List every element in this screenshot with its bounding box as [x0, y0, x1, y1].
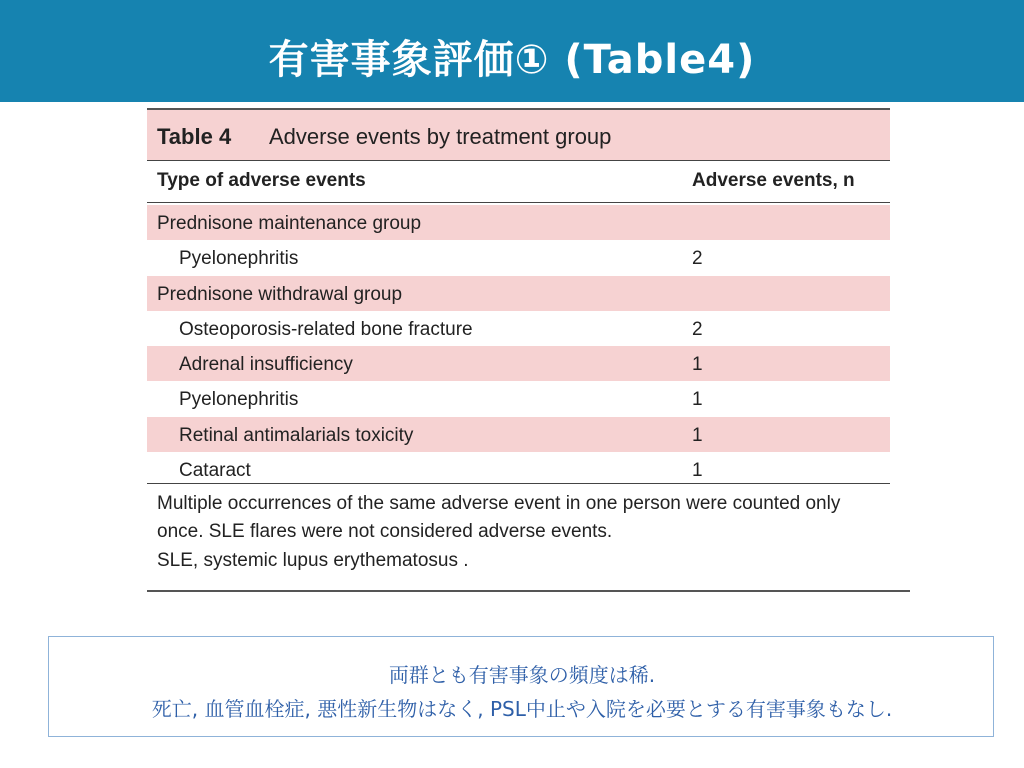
caption-divider [147, 160, 890, 161]
row-value: 1 [692, 425, 703, 446]
footnote-line-1: Multiple occurrences of the same adverse event in one person were counted only [157, 493, 841, 514]
table-caption-label: Table 4 [157, 124, 232, 149]
row-name: Adrenal insufficiency [179, 354, 353, 375]
row-name: Retinal antimalarials toxicity [179, 425, 414, 446]
row-value: 1 [692, 389, 703, 410]
row-value: 1 [692, 354, 703, 375]
footnote-line-3: SLE, systemic lupus erythematosus . [157, 550, 469, 571]
row-value: 2 [692, 248, 703, 269]
footnote-line-2: once. SLE flares were not considered adverse events. [157, 521, 613, 542]
row-name: Pyelonephritis [179, 389, 299, 410]
row-name: Prednisone maintenance group [157, 213, 422, 234]
table-row [147, 240, 890, 275]
row-name: Prednisone withdrawal group [157, 284, 403, 305]
row-value: 2 [692, 319, 703, 340]
column-header-type: Type of adverse events [157, 170, 366, 191]
title-banner [0, 0, 1024, 102]
body-divider [147, 483, 890, 484]
table-row [147, 452, 890, 487]
slide-title: 有害事象評価① (Table4) [268, 37, 756, 83]
summary-note-box [48, 636, 994, 737]
column-header-count: Adverse events, n [692, 170, 855, 191]
row-name: Cataract [179, 460, 251, 481]
table-caption-title: Adverse events by treatment group [269, 124, 612, 149]
table-row [147, 417, 890, 452]
table-row [147, 311, 890, 346]
table-caption [147, 110, 890, 160]
summary-line-1: 両群とも有害事象の頻度は稀. [388, 663, 656, 687]
row-name: Osteoporosis-related bone fracture [179, 319, 473, 340]
row-value: 1 [692, 460, 703, 481]
table-row [147, 276, 890, 311]
row-name: Pyelonephritis [179, 248, 299, 269]
table-row [147, 381, 890, 416]
header-divider [147, 202, 890, 203]
table-row [147, 205, 890, 240]
table-row [147, 346, 890, 381]
table-bottom-rule [147, 590, 910, 592]
summary-line-2: 死亡, 血管血栓症, 悪性新生物はなく, PSL中止や入院を必要とする有害事象もなし. [151, 697, 893, 721]
